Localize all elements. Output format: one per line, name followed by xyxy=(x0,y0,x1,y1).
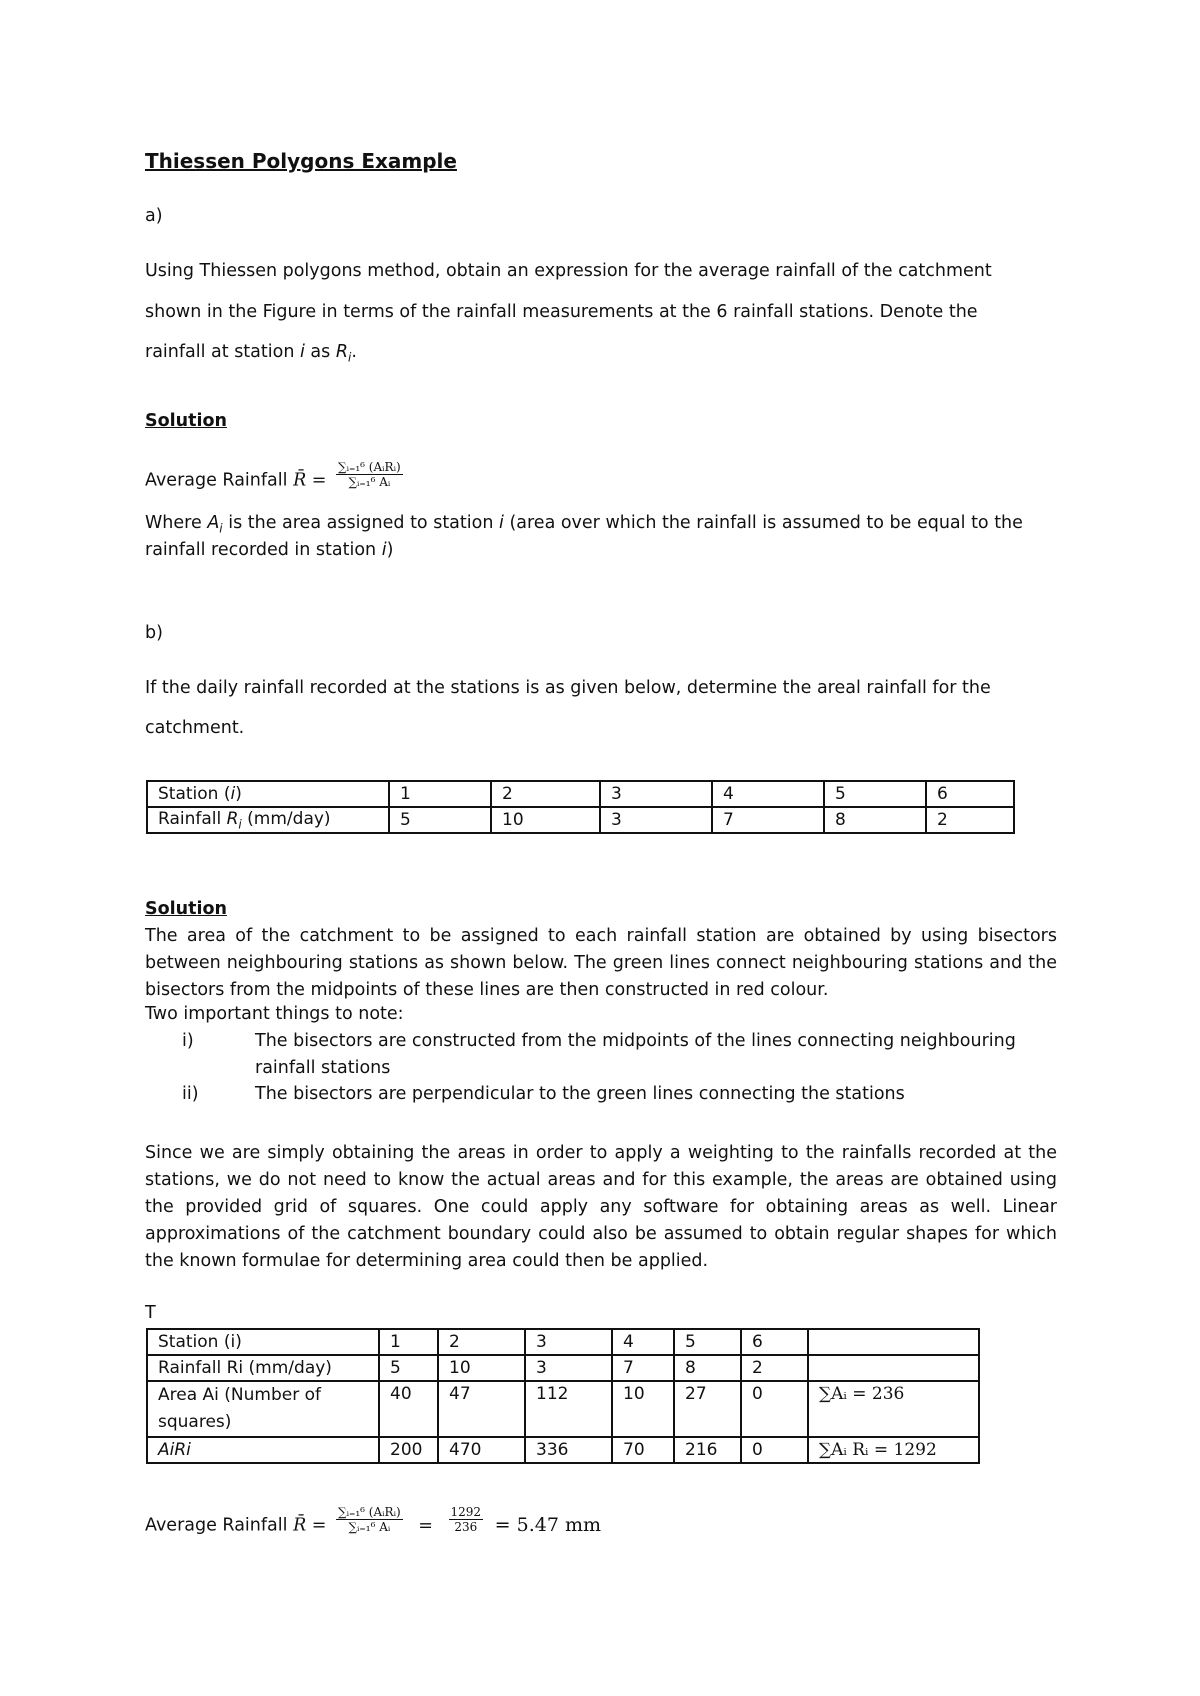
table-cell: 10 xyxy=(491,807,600,833)
table-cell: 6 xyxy=(741,1329,808,1355)
table-cell: 2 xyxy=(438,1329,525,1355)
note-text-2: The bisectors are perpendicular to the green lines connecting the stations xyxy=(255,1084,905,1104)
table-cell: 112 xyxy=(525,1381,612,1437)
where-line-2: rainfall recorded in station i) xyxy=(145,540,394,560)
table-cell: 470 xyxy=(438,1437,525,1463)
table-cell: Station (i) xyxy=(147,1329,379,1355)
table-cell: 5 xyxy=(824,781,926,807)
table-cell: 0 xyxy=(741,1437,808,1463)
table-cell: 200 xyxy=(379,1437,438,1463)
note-text-1: The bisectors are constructed from the midpoints of the lines connecting neighbouring xyxy=(255,1031,1016,1051)
table-cell: 27 xyxy=(674,1381,741,1437)
table-cell: Station (i) xyxy=(147,781,389,807)
table-cell: 8 xyxy=(674,1355,741,1381)
stray-letter: T xyxy=(145,1303,156,1323)
table-row xyxy=(147,1329,979,1355)
table-cell: Rainfall Ri (mm/day) xyxy=(147,1355,379,1381)
table-row xyxy=(147,1355,979,1381)
part-a-line-3: rainfall at station i as $R_i$. xyxy=(145,342,357,365)
part-a-label: a) xyxy=(145,206,163,226)
table-cell: 4 xyxy=(712,781,824,807)
table-cell: 6 xyxy=(926,781,1014,807)
part-a-line-2: shown in the Figure in terms of the rainfall measurements at the 6 rainfall stations. Denote the xyxy=(145,302,978,322)
where-line-1: Where $A_i$ is the area assigned to station i (area over which the rainfall is assumed to be equal to the xyxy=(145,513,1023,536)
table-row xyxy=(147,1437,979,1463)
table-row xyxy=(147,807,1014,833)
solution-heading-b: Solution xyxy=(145,899,227,919)
table-cell xyxy=(808,1355,979,1381)
table-cell: AiRi xyxy=(147,1437,379,1463)
part-b-label: b) xyxy=(145,623,163,643)
table-cell: 2 xyxy=(926,807,1014,833)
notes-intro: Two important things to note: xyxy=(145,1004,404,1024)
table-cell: 10 xyxy=(612,1381,674,1437)
part-b-line-1: If the daily rainfall recorded at the stations is as given below, determine the areal rainfall for the xyxy=(145,678,991,698)
table-cell: 3 xyxy=(525,1329,612,1355)
table-cell: 5 xyxy=(389,807,491,833)
formula-fraction: $\frac{\text{∑ᵢ₌₁⁶ (AᵢRᵢ)}}{\text{∑ᵢ₌₁⁶ Aᵢ}}$ xyxy=(338,460,401,489)
rainfall-table xyxy=(146,780,1015,834)
paragraph-text: The area of the catchment to be assigned to each rainfall station are obtained by using bisectors between neighbouring stations as shown below. The green lines connect neighbouring stations and the bisectors from the midpoints of these lines are then constructed in red colour. xyxy=(145,926,1057,1000)
table-cell: 3 xyxy=(525,1355,612,1381)
average-rainfall-formula: Average Rainfall R̄ = $\frac{\text{∑ᵢ₌₁⁶ (AᵢRᵢ)}}{\text{∑ᵢ₌₁⁶ Aᵢ}}$ xyxy=(145,460,401,491)
area-table xyxy=(146,1328,980,1464)
table-row xyxy=(147,781,1014,807)
final-average-formula: Average Rainfall R̄ = $\frac{\text{∑ᵢ₌₁⁶ (AᵢRᵢ)}}{\text{∑ᵢ₌₁⁶ Aᵢ}}$ = $\frac{1292}{236}$ = 5.47 mm xyxy=(145,1505,601,1536)
table-cell: 10 xyxy=(438,1355,525,1381)
table-cell: 3 xyxy=(600,807,712,833)
table-cell: 336 xyxy=(525,1437,612,1463)
page-title: Thiessen Polygons Example xyxy=(145,149,457,173)
note-text-1-cont: rainfall stations xyxy=(255,1058,391,1078)
sum-air-cell: ∑Aᵢ Rᵢ = 1292 xyxy=(808,1437,979,1463)
table-cell: 0 xyxy=(741,1381,808,1437)
note-number-1: i) xyxy=(182,1031,194,1051)
table-cell: 5 xyxy=(379,1355,438,1381)
solution-paragraph-2 xyxy=(145,1140,1057,1275)
table-cell xyxy=(808,1329,979,1355)
table-cell: 7 xyxy=(612,1355,674,1381)
final-fraction: $\frac{\text{∑ᵢ₌₁⁶ (AᵢRᵢ)}}{\text{∑ᵢ₌₁⁶ Aᵢ}}$ xyxy=(338,1505,401,1534)
part-a-line-1: Using Thiessen polygons method, obtain an expression for the average rainfall of the catchment xyxy=(145,261,992,281)
table-cell: 216 xyxy=(674,1437,741,1463)
note-number-2: ii) xyxy=(182,1084,199,1104)
table-cell: 40 xyxy=(379,1381,438,1437)
table-cell: 2 xyxy=(741,1355,808,1381)
final-result: = 5.47 mm xyxy=(494,1513,601,1536)
final-number-fraction: $\frac{1292}{236}$ xyxy=(450,1505,482,1534)
table-cell: Rainfall $R_i$ (mm/day) xyxy=(147,807,389,833)
table-cell: 5 xyxy=(674,1329,741,1355)
table-cell: 47 xyxy=(438,1381,525,1437)
solution-paragraph-1 xyxy=(145,923,1057,1004)
table-cell: 8 xyxy=(824,807,926,833)
paragraph-text: Since we are simply obtaining the areas in order to apply a weighting to the rainfalls recorded at the stations, we do not need to know the actual areas and for this example, the areas are obtained using the provided grid of squares. One could apply any software for obtaining areas as well. Linear approximations of the catchment boundary could also be assumed to obtain regular shapes for which the known formulae for determining area could then be applied. xyxy=(145,1143,1057,1271)
table-cell: 7 xyxy=(712,807,824,833)
table-cell: 70 xyxy=(612,1437,674,1463)
sum-area-cell: ∑Aᵢ = 236 xyxy=(808,1381,979,1437)
table-cell: 4 xyxy=(612,1329,674,1355)
part-b-line-2: catchment. xyxy=(145,718,245,738)
table-cell: 1 xyxy=(389,781,491,807)
table-cell: 2 xyxy=(491,781,600,807)
table-row xyxy=(147,1381,979,1437)
table-cell: 3 xyxy=(600,781,712,807)
table-cell: Area Ai (Number of squares) xyxy=(147,1381,379,1437)
solution-heading-a: Solution xyxy=(145,411,227,431)
table-cell: 1 xyxy=(379,1329,438,1355)
